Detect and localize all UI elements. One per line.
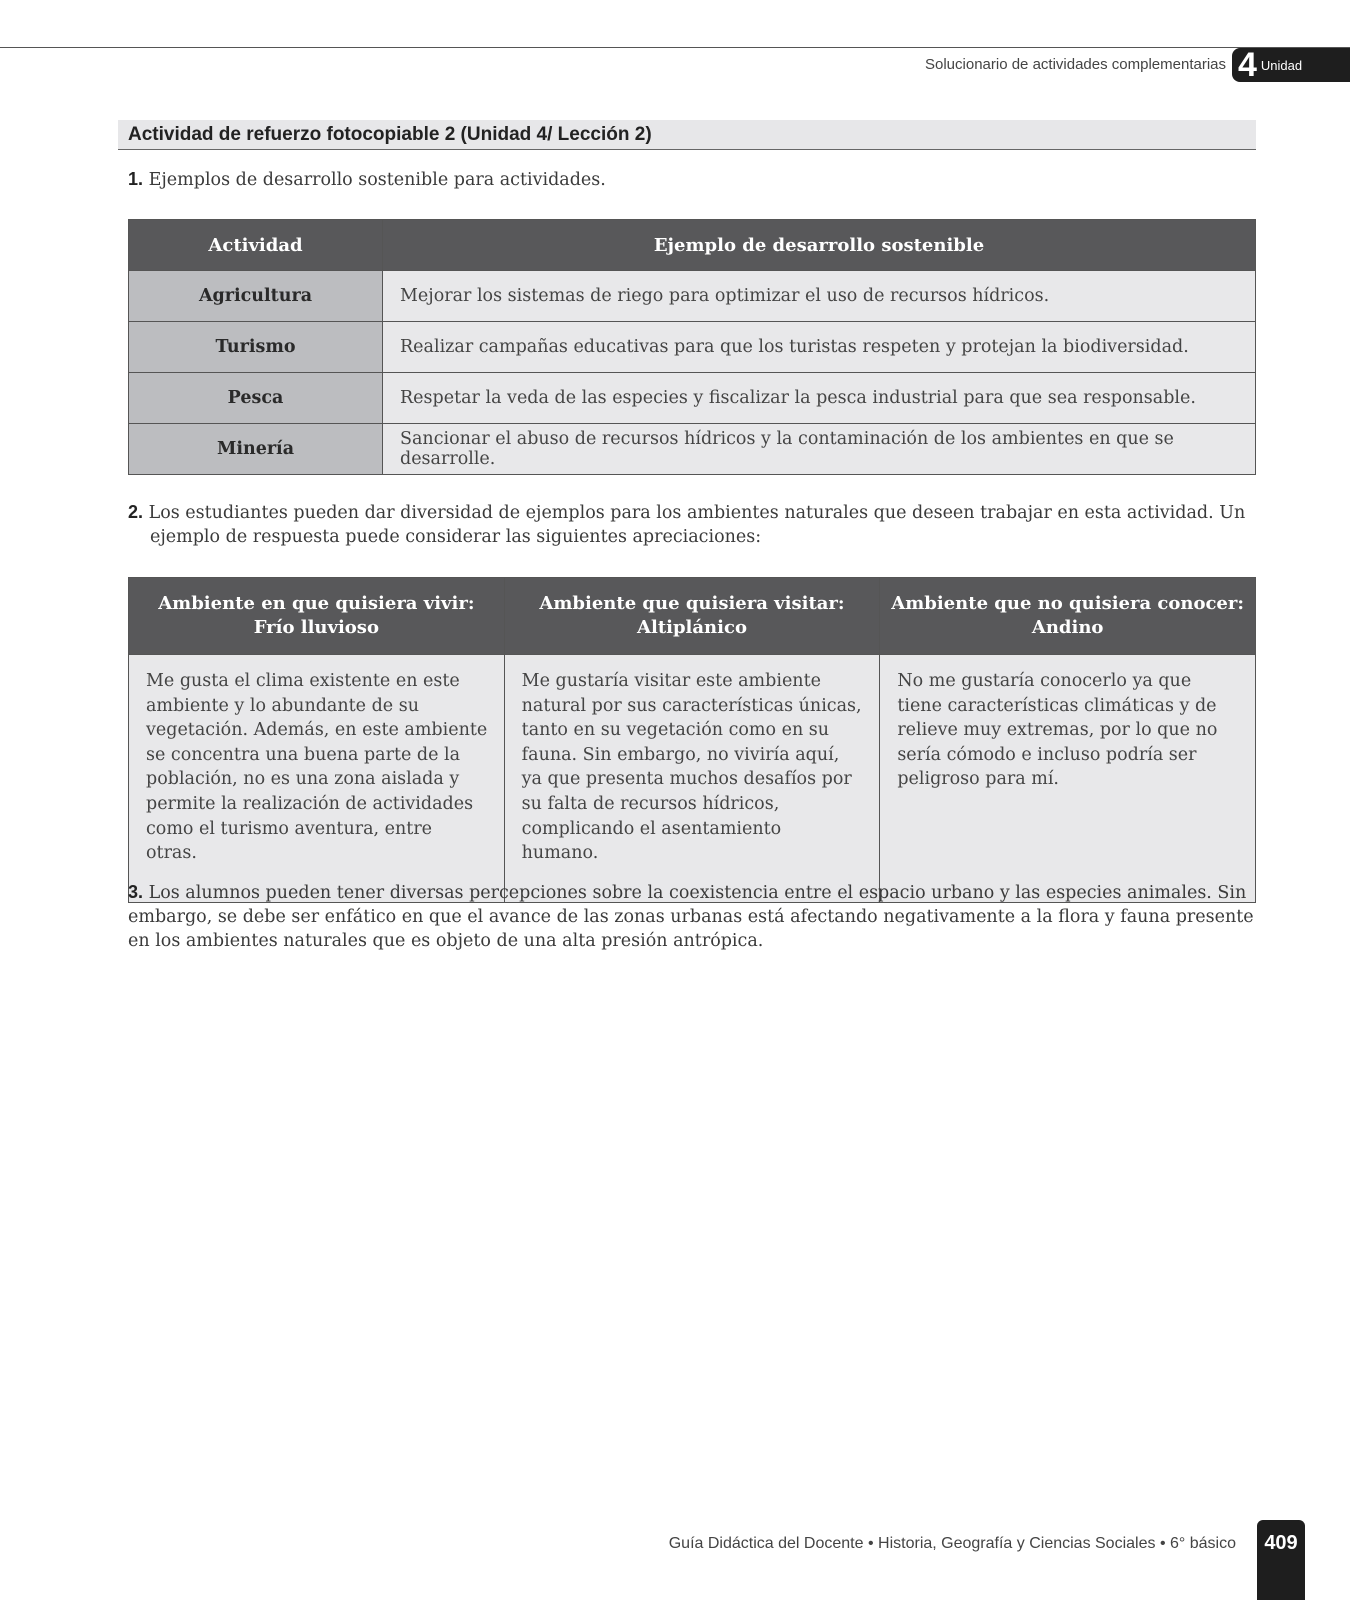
table-header-row (129, 578, 1256, 655)
footer-subject: Historia, Geografía y Ciencias Sociales (878, 1535, 1156, 1552)
example-cell: Sancionar el abuso de recursos hídricos y la contaminación de los ambientes en que se desarrolle. (383, 424, 1256, 475)
unit-badge (1232, 48, 1350, 82)
question-text: Los estudiantes pueden dar diversidad de ejemplos para los ambientes naturales que deseen trabajar en esta actividad. Un ejemplo de respuesta puede considerar las siguientes apreciaciones: (148, 503, 1246, 547)
unit-label: Unidad (1260, 57, 1303, 73)
activity-cell: Pesca (129, 373, 383, 424)
table-row (129, 655, 1256, 903)
question-number: 3. (128, 882, 144, 902)
table-row (129, 322, 1256, 373)
activity-cell: Turismo (129, 322, 383, 373)
table-row (129, 373, 1256, 424)
table-header-row (129, 220, 1256, 271)
table-row (129, 424, 1256, 475)
question-3 (128, 880, 1256, 953)
column-header (504, 578, 880, 655)
column-header (129, 578, 505, 655)
footer-book-title: Guía Didáctica del Docente (668, 1535, 864, 1552)
activity-cell: Minería (129, 424, 383, 475)
question-text: Ejemplos de desarrollo sostenible para actividades. (148, 170, 606, 190)
header-line: Altiplánico (637, 617, 747, 638)
page-number: 409 (1257, 1520, 1305, 1600)
example-cell: Mejorar los sistemas de riego para optimizar el uso de recursos hídricos. (383, 271, 1256, 322)
column-header: Actividad (129, 220, 383, 271)
header-line: Ambiente que quisiera visitar: (539, 593, 845, 614)
header-title: Solucionario de actividades complementarias (925, 56, 1226, 73)
footer-separator: • (867, 1535, 874, 1552)
header-rule (0, 47, 1350, 48)
answer-cell: No me gustaría conocerlo ya que tiene características climáticas y de relieve muy extremas, por lo que no sería cómodo e incluso podría ser peligroso para mí. (880, 655, 1256, 903)
section-title: Actividad de refuerzo fotocopiable 2 (Unidad 4/ Lección 2) (118, 120, 1256, 150)
question-1 (128, 167, 606, 192)
question-text: Los alumnos pueden tener diversas percepciones sobre la coexistencia entre el espacio urbano y las especies animales. Sin embargo, se debe ser enfático en que el avance de las zonas urbanas está afectando negativamente a la flora y fauna presente en los ambientes naturales que es objeto de una alta presión antrópica. (128, 883, 1254, 951)
header-line: Ambiente que no quisiera conocer: (891, 593, 1245, 614)
environments-table (128, 577, 1256, 903)
activity-cell: Agricultura (129, 271, 383, 322)
header-line: Andino (1031, 617, 1104, 638)
question-number: 2. (128, 502, 144, 522)
header-line: Ambiente en que quisiera vivir: (158, 593, 475, 614)
column-header: Ejemplo de desarrollo sostenible (383, 220, 1256, 271)
answer-cell: Me gustaría visitar este ambiente natural por sus características únicas, tanto en su vegetación como en su fauna. Sin embargo, no viviría aquí, ya que presenta muchos desafíos por su falta de recursos hídricos, complicando el asentamiento humano. (504, 655, 880, 903)
header-line: Frío lluvioso (253, 617, 379, 638)
example-cell: Realizar campañas educativas para que los turistas respeten y protejan la biodiversidad. (383, 322, 1256, 373)
question-2 (128, 500, 1256, 549)
sustainable-activities-table (128, 219, 1256, 475)
footer (669, 1535, 1236, 1553)
column-header (880, 578, 1256, 655)
example-cell: Respetar la veda de las especies y fiscalizar la pesca industrial para que sea responsable. (383, 373, 1256, 424)
footer-separator: • (1159, 1535, 1166, 1552)
footer-grade: 6° básico (1170, 1535, 1236, 1552)
question-number: 1. (128, 169, 144, 189)
unit-number: 4 (1238, 46, 1257, 84)
table-row (129, 271, 1256, 322)
answer-cell: Me gusta el clima existente en este ambiente y lo abundante de su vegetación. Además, en este ambiente se concentra una buena parte de la población, no es una zona aislada y permite la realización de actividades como el turismo aventura, entre otras. (129, 655, 505, 903)
